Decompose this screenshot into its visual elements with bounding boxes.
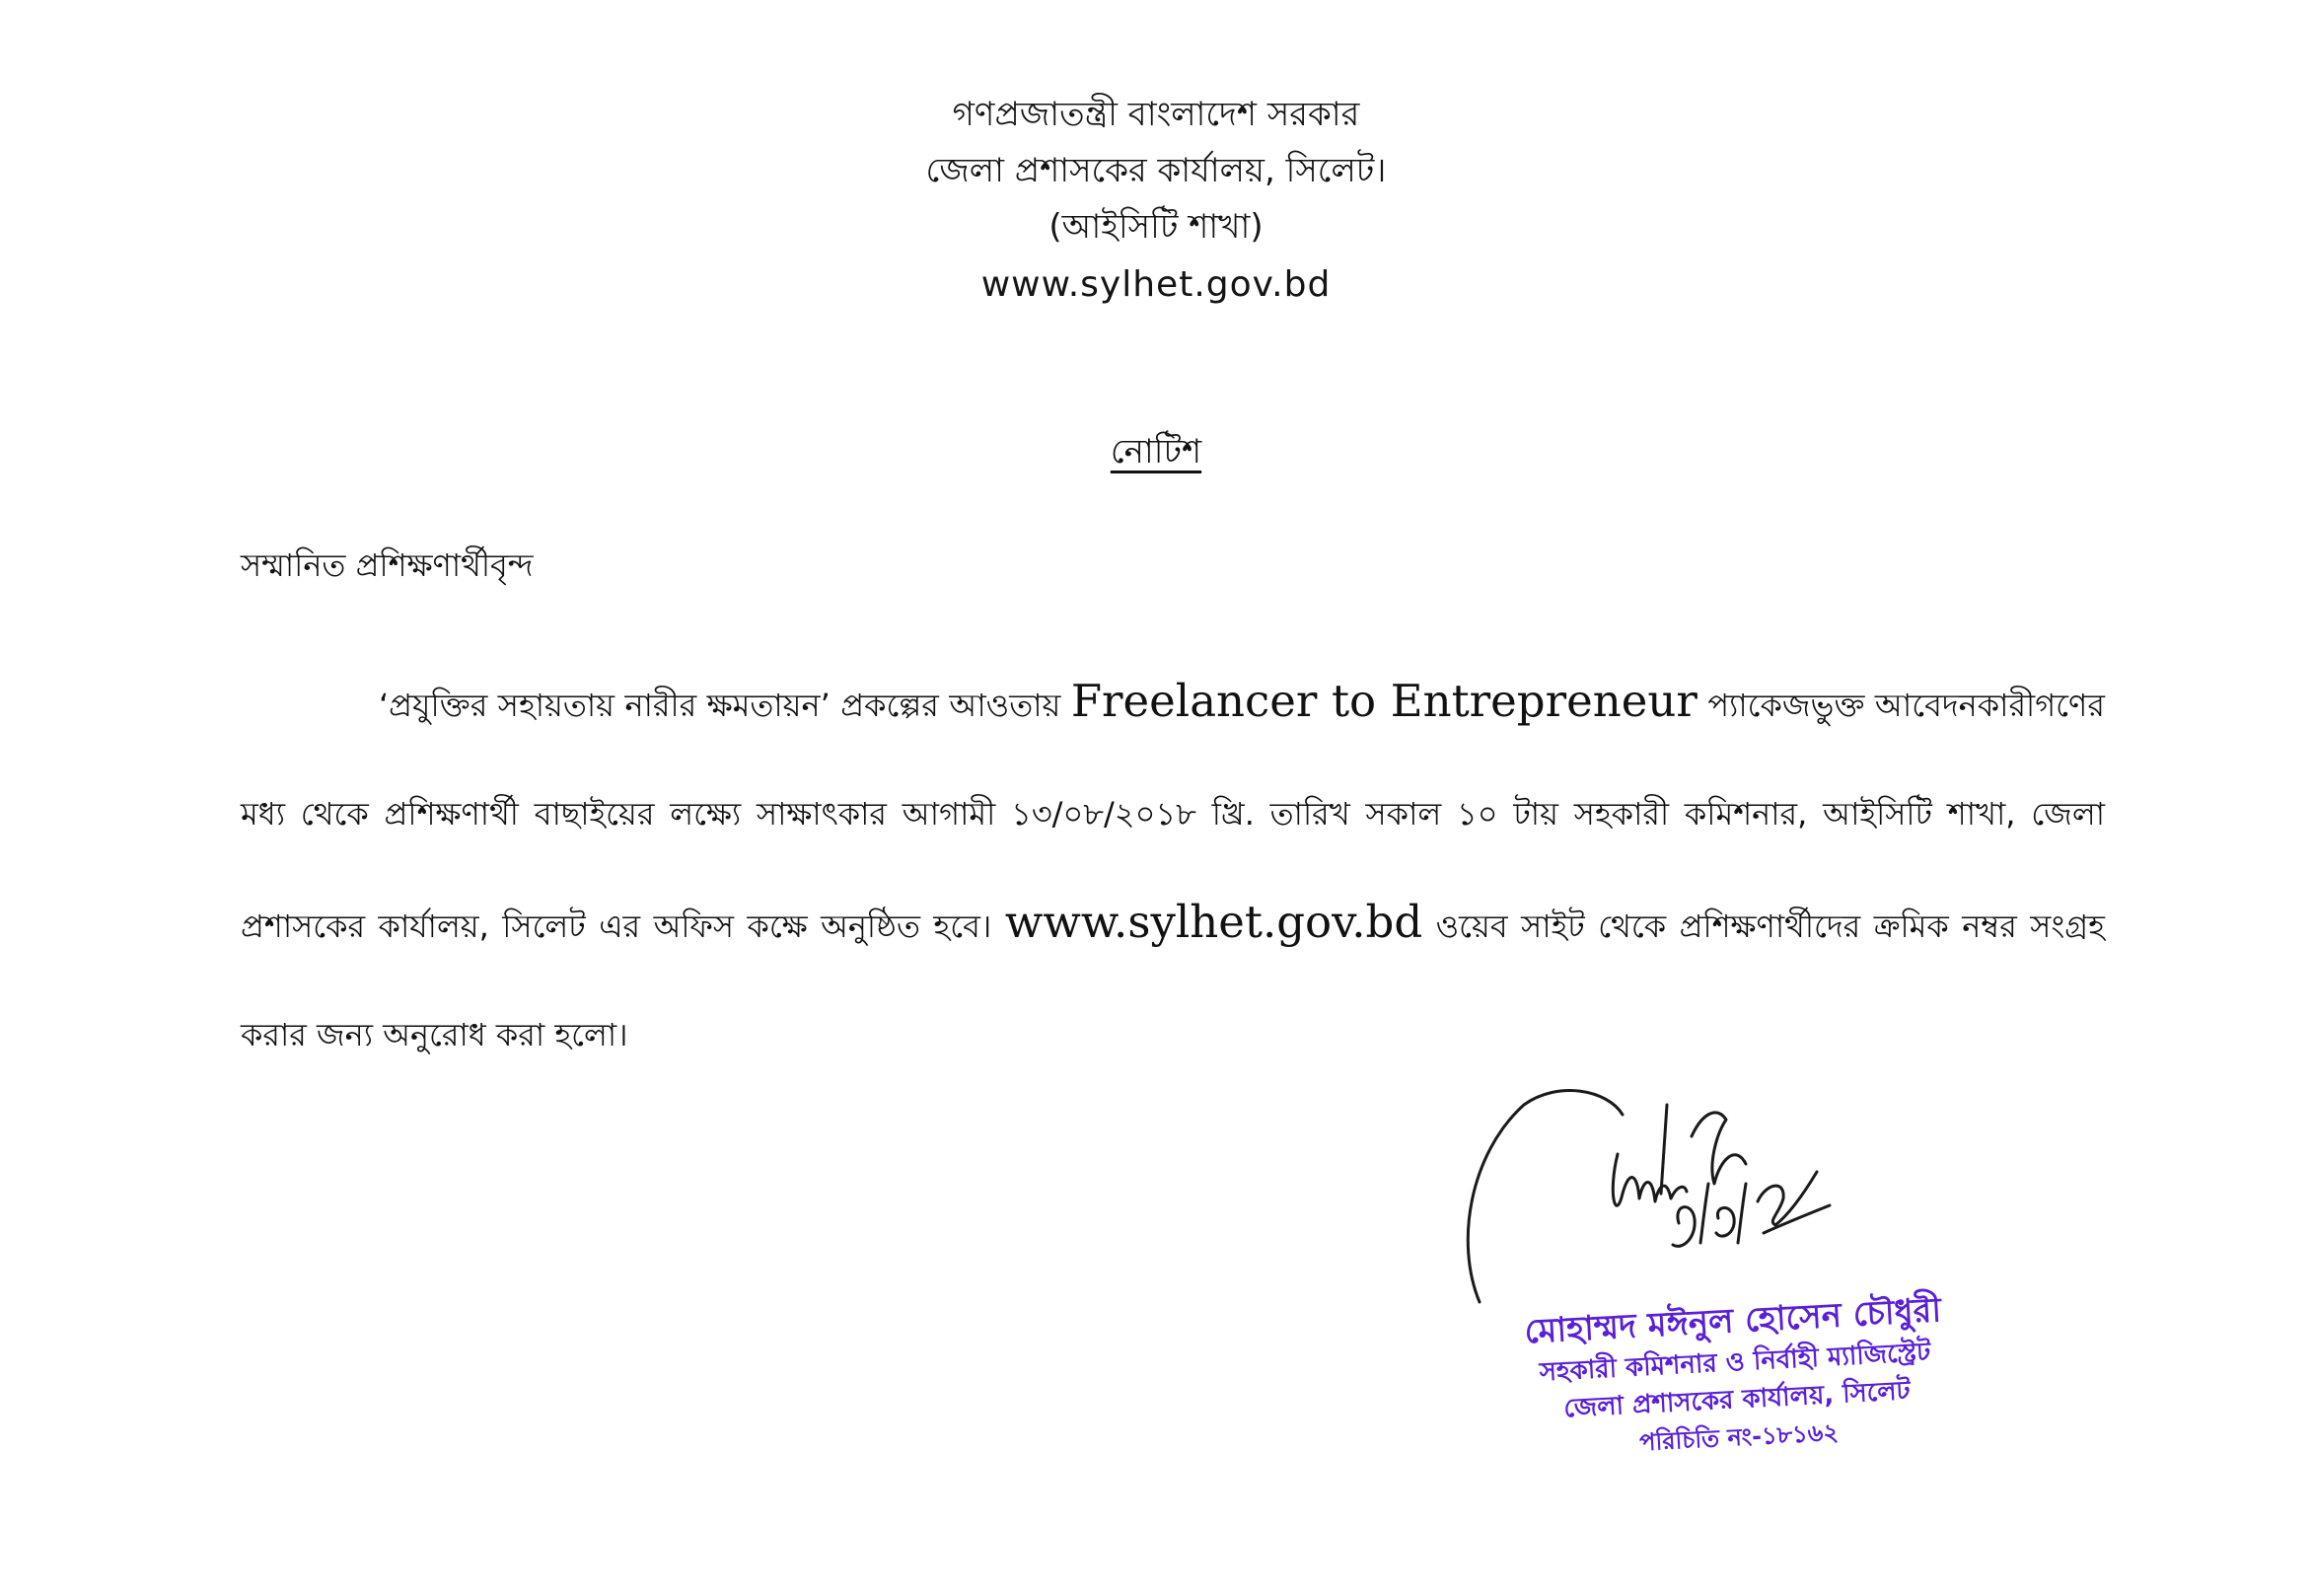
body-part-2: প্যাকেজভুক্ত আবেদনকারীগণের মধ্য থেকে প্রশিক্ষণার্থী বাছাইয়ের লক্ষ্যে সাক্ষাৎকার আগামী ১৩/০৮/২০১৮ খ্রি. তারিখ সকাল ১০ টায় সহকারী কমিশনার, আইসিটি শাখা, জেলা প্রশাসকের কার্যালয়, সিলেট এর অফিস কক্ষে অনুষ্ঠিত হবে। xyxy=(241,687,2105,945)
notice-body xyxy=(241,647,2105,1089)
body-part-3: ওয়েব সাইট থেকে প্রশিক্ষণার্থীদের ক্রমিক নম্বর সংগ্রহ করার জন্য অনুরোধ করা হলো। xyxy=(241,907,2105,1053)
salutation: সম্মানিত প্রশিক্ষণার্থীবৃন্দ xyxy=(241,546,534,584)
stamp-id-number: পরিচিতি নং-১৮১৬২ xyxy=(1638,1417,1840,1457)
body-website: www.sylhet.gov.bd xyxy=(1004,896,1423,948)
body-part-1: ‘প্রযুক্তির সহায়তায় নারীর ক্ষমতায়ন’ প্রকল্পের আওতায় xyxy=(379,687,1071,724)
package-name: Freelancer to Entrepreneur xyxy=(1070,675,1698,727)
stamp-designation: সহকারী কমিশনার ও নির্বাহী ম্যাজিস্ট্রেট xyxy=(1538,1337,1932,1388)
government-name: গণপ্রজাতন্ত্রী বাংলাদেশ সরকার xyxy=(952,95,1360,134)
branch-name: (আইসিটি শাখা) xyxy=(1048,207,1264,247)
letterhead-website: www.sylhet.gov.bd xyxy=(980,264,1332,305)
notice-title: নোটিশ xyxy=(1110,432,1202,472)
stamp-office: জেলা প্রশাসকের কার্যালয়, সিলেট xyxy=(1562,1376,1912,1424)
letterhead xyxy=(0,87,2312,315)
official-stamp xyxy=(1476,1285,1996,1470)
stamp-officer-name: মোহাম্মদ মঈনুল হোসেন চৌধুরী xyxy=(1523,1290,1943,1352)
office-name: জেলা প্রশাসকের কার্যালয়, সিলেট। xyxy=(925,151,1387,190)
